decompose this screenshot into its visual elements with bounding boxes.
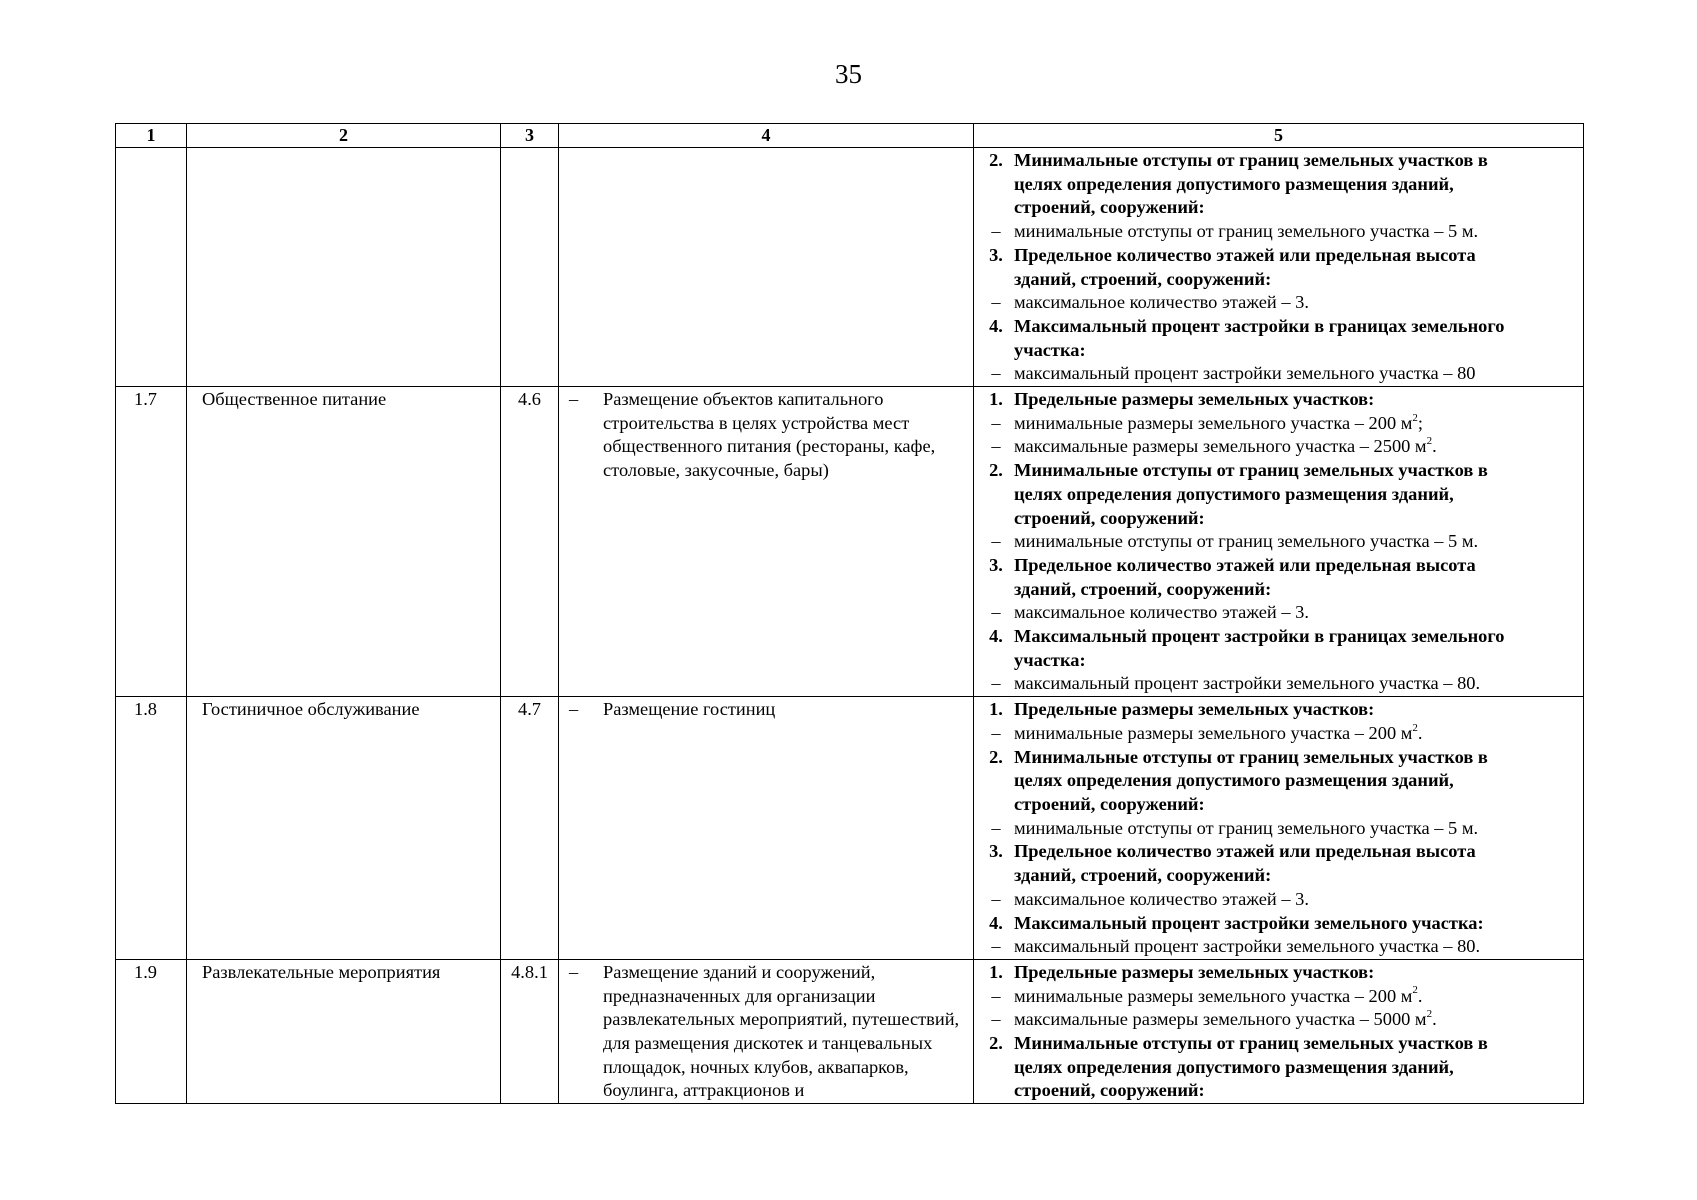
parameters-cell <box>974 697 1584 960</box>
parameter-text-main: Предельное количество этажей или предельная высота <box>1014 554 1476 575</box>
unit-exponent: 2 <box>1412 984 1418 997</box>
trailing-punctuation: . <box>1417 722 1423 743</box>
parameter-text-main: строений, сооружений: <box>1014 507 1205 528</box>
parameter-text-main: максимальное количество этажей – 3. <box>1014 292 1309 313</box>
parameter-text <box>1014 1032 1488 1056</box>
use-type-name: Гостиничное обслуживание <box>187 697 501 960</box>
parameter-text-main: максимальное количество этажей – 3. <box>1014 888 1309 909</box>
parameter-text <box>1014 291 1309 315</box>
parameter-text <box>1014 412 1423 436</box>
description-dash: – <box>569 389 579 410</box>
parameter-line <box>978 769 1583 793</box>
parameter-text <box>1014 220 1478 244</box>
item-number: 3. <box>989 244 1003 265</box>
item-dash: – <box>991 722 1001 743</box>
item-dash: – <box>991 292 1001 313</box>
item-number: 4. <box>989 626 1003 647</box>
parameter-text-main: зданий, строений, сооружений: <box>1014 865 1272 886</box>
parameter-text-main: максимальное количество этажей – 3. <box>1014 602 1309 623</box>
use-description <box>559 959 974 1103</box>
parameter-text-main: максимальный процент застройки земельного участка – 80 <box>1014 363 1476 384</box>
parameter-text <box>1014 722 1423 746</box>
parameter-text <box>1014 672 1480 696</box>
parameter-text <box>1014 746 1488 770</box>
unit-exponent: 2 <box>1412 721 1418 734</box>
parameter-text <box>1014 961 1374 985</box>
parameter-text <box>1014 985 1423 1009</box>
parameter-text-main: участка: <box>1014 649 1086 670</box>
item-number: 2. <box>989 746 1003 767</box>
item-number <box>978 1079 1014 1103</box>
use-description <box>559 697 974 960</box>
unit-exponent: 2 <box>1412 411 1418 424</box>
parameter-line <box>978 173 1583 197</box>
parameter-line <box>978 291 1583 315</box>
item-number: 2. <box>989 150 1003 170</box>
parameter-text <box>1014 888 1309 912</box>
item-dash: – <box>991 436 1001 457</box>
parameter-text-main: Максимальный процент застройки земельного участка: <box>1014 912 1484 933</box>
parameter-text-main: строений, сооружений: <box>1014 197 1205 218</box>
item-number: 2. <box>989 460 1003 481</box>
parameter-text <box>1014 268 1271 292</box>
description-text: Размещение объектов капитального строительства в целях устройства мест общественного питания (рестораны, кафе, столовые, закусочные, бары) <box>603 389 936 481</box>
unit-exponent: 2 <box>1426 435 1433 448</box>
parameter-line <box>978 793 1583 817</box>
parameter-line <box>978 672 1583 696</box>
parameter-text-main: Предельные размеры земельных участков: <box>1014 961 1375 982</box>
item-dash: – <box>991 363 1001 384</box>
parameter-line <box>978 817 1583 841</box>
unit-exponent: 2 <box>1426 1008 1433 1021</box>
parameter-text <box>1014 1079 1205 1103</box>
parameter-line <box>978 507 1583 531</box>
parameter-text <box>1014 362 1475 386</box>
parameter-line <box>978 315 1583 339</box>
row-number: 1.9 <box>116 959 187 1103</box>
row-number: 1.8 <box>116 697 187 960</box>
parameter-text-main: Минимальные отступы от границ земельных участков в <box>1014 746 1488 767</box>
parameter-text <box>1014 1008 1437 1032</box>
item-dash: – <box>991 985 1001 1006</box>
parameter-text-main: максимальный процент застройки земельного участка – 80. <box>1014 673 1481 694</box>
parameter-text-main: максимальные размеры земельного участка – 2500 м <box>1014 436 1427 457</box>
item-number <box>978 769 1014 793</box>
parameter-text-main: целях определения допустимого размещения зданий, <box>1014 173 1454 194</box>
parameter-text-main: Минимальные отступы от границ земельных участков в <box>1014 1033 1488 1054</box>
parameter-line <box>978 412 1583 436</box>
item-number: 1. <box>989 389 1003 410</box>
classifier-code: 4.7 <box>501 697 559 960</box>
parameter-text <box>1014 649 1086 673</box>
header-col-2: 2 <box>187 124 501 148</box>
parameter-text <box>1014 935 1480 959</box>
header-col-5: 5 <box>974 124 1584 148</box>
parameter-line <box>978 530 1583 554</box>
trailing-punctuation: . <box>1432 1009 1437 1030</box>
parameter-text <box>1014 601 1309 625</box>
page-number: 35 <box>835 59 862 89</box>
parameter-text-main: целях определения допустимого размещения зданий, <box>1014 770 1454 791</box>
parameter-line <box>978 698 1583 722</box>
parameter-text <box>1014 483 1454 507</box>
parameter-text <box>1014 554 1476 578</box>
header-col-1: 1 <box>116 124 187 148</box>
item-dash: – <box>991 1009 1001 1030</box>
parameter-text <box>1014 196 1205 220</box>
parameter-text-main: минимальные отступы от границ земельного участка – 5 м. <box>1014 221 1479 242</box>
parameter-line <box>978 625 1583 649</box>
parameter-line <box>978 268 1583 292</box>
parameter-line <box>978 196 1583 220</box>
table-row <box>116 387 1584 697</box>
trailing-punctuation: ; <box>1417 412 1424 433</box>
item-number <box>978 649 1014 673</box>
item-number: 3. <box>989 554 1003 575</box>
parameter-text <box>1014 388 1374 412</box>
parameter-line <box>978 578 1583 602</box>
trailing-punctuation: . <box>1417 985 1423 1006</box>
parameter-text-main: целях определения допустимого размещения зданий, <box>1014 483 1454 504</box>
use-type-name: Общественное питание <box>187 387 501 697</box>
parameter-line <box>978 459 1583 483</box>
item-number <box>978 864 1014 888</box>
parameter-text-main: минимальные размеры земельного участка – 200 м <box>1014 412 1413 433</box>
parameter-text <box>1014 1056 1454 1080</box>
row-number <box>116 148 187 387</box>
parameter-text <box>1014 530 1478 554</box>
description-text: Размещение зданий и сооружений, предназначенных для организации развлекательных мероприятий, путешествий, для размещения дискотек и танцевальных площадок, ночных клубов, аквапарков, боулинга, аттракционов и <box>603 961 960 1101</box>
parameter-line <box>978 912 1583 936</box>
parameter-line <box>978 1032 1583 1056</box>
parameter-text <box>1014 578 1271 602</box>
parameter-text <box>1014 459 1488 483</box>
parameter-line <box>978 483 1583 507</box>
item-number <box>978 268 1014 292</box>
header-col-4: 4 <box>559 124 974 148</box>
parameter-text <box>1014 173 1454 197</box>
use-description <box>559 148 974 387</box>
parameter-text-main: максимальные размеры земельного участка – 5000 м <box>1014 1009 1427 1030</box>
parameter-line <box>978 935 1583 959</box>
item-dash: – <box>991 888 1001 909</box>
parameter-text-main: минимальные отступы от границ земельного участка – 5 м. <box>1014 531 1479 552</box>
parameter-line <box>978 888 1583 912</box>
parameter-line <box>978 220 1583 244</box>
classifier-code <box>501 148 559 387</box>
parameter-line <box>978 1056 1583 1080</box>
table-header-row <box>116 124 1584 148</box>
parameter-text-main: Максимальный процент застройки в границах земельного <box>1014 315 1505 336</box>
parameter-text-main: Предельные размеры земельных участков: <box>1014 389 1375 410</box>
use-description <box>559 387 974 697</box>
parameter-text <box>1014 625 1504 649</box>
parameter-text-main: минимальные размеры земельного участка – 200 м <box>1014 985 1413 1006</box>
item-number <box>978 507 1014 531</box>
parameter-line <box>978 339 1583 363</box>
parameter-text <box>1014 912 1484 936</box>
parameter-line <box>978 435 1583 459</box>
item-number: 2. <box>989 1033 1003 1054</box>
item-number <box>978 1056 1014 1080</box>
item-dash: – <box>991 602 1001 623</box>
row-number: 1.7 <box>116 387 187 697</box>
parameters-cell <box>974 148 1584 387</box>
parameter-text-main: Предельные размеры земельных участков: <box>1014 699 1375 720</box>
parameter-text <box>1014 793 1205 817</box>
item-number: 4. <box>989 912 1003 933</box>
parameter-text-main: участка: <box>1014 339 1086 360</box>
parameter-text-main: минимальные отступы от границ земельного участка – 5 м. <box>1014 817 1479 838</box>
description-dash: – <box>569 699 579 720</box>
parameter-line <box>978 1008 1583 1032</box>
classifier-code: 4.6 <box>501 387 559 697</box>
parameter-text-main: Предельное количество этажей или предельная высота <box>1014 841 1476 862</box>
parameter-text-main: зданий, строений, сооружений: <box>1014 268 1272 289</box>
land-use-regulations-table <box>115 123 1584 1104</box>
parameter-line <box>978 722 1583 746</box>
parameter-text-main: максимальный процент застройки земельного участка – 80. <box>1014 936 1481 957</box>
item-dash: – <box>991 673 1001 694</box>
item-dash: – <box>991 412 1001 433</box>
item-number: 1. <box>989 699 1003 720</box>
parameter-text-main: Максимальный процент застройки в границах земельного <box>1014 626 1505 647</box>
item-dash: – <box>991 936 1001 957</box>
parameter-text <box>1014 840 1476 864</box>
parameter-line <box>978 649 1583 673</box>
parameter-text-main: строений, сооружений: <box>1014 1080 1205 1101</box>
item-number <box>978 339 1014 363</box>
parameter-text <box>1014 435 1437 459</box>
parameter-text-main: Предельное количество этажей или предельная высота <box>1014 244 1476 265</box>
item-number <box>978 483 1014 507</box>
item-dash: – <box>991 221 1001 242</box>
parameter-line <box>978 388 1583 412</box>
parameter-text-main: минимальные размеры земельного участка – 200 м <box>1014 722 1413 743</box>
parameters-cell <box>974 959 1584 1103</box>
classifier-code: 4.8.1 <box>501 959 559 1103</box>
description-text: Размещение гостиниц <box>603 699 776 720</box>
item-number: 3. <box>989 841 1003 862</box>
parameter-line <box>978 601 1583 625</box>
parameter-line <box>978 362 1583 386</box>
trailing-punctuation: . <box>1432 436 1437 457</box>
item-number <box>978 196 1014 220</box>
table-row <box>116 148 1584 387</box>
parameter-text <box>1014 339 1086 363</box>
parameter-text-main: Минимальные отступы от границ земельных участков в <box>1014 460 1488 481</box>
parameter-text <box>1014 864 1271 888</box>
parameter-text-main: зданий, строений, сооружений: <box>1014 578 1272 599</box>
parameter-line <box>978 554 1583 578</box>
parameter-line <box>978 864 1583 888</box>
header-col-3: 3 <box>501 124 559 148</box>
description-dash: – <box>569 961 579 982</box>
parameter-line <box>978 1079 1583 1103</box>
parameter-line <box>978 149 1583 173</box>
item-dash: – <box>991 817 1001 838</box>
parameters-cell <box>974 387 1584 697</box>
parameter-line <box>978 244 1583 268</box>
item-number <box>978 173 1014 197</box>
table-row <box>116 959 1584 1103</box>
item-number: 4. <box>989 315 1003 336</box>
parameter-text <box>1014 817 1478 841</box>
parameter-text <box>1014 244 1476 268</box>
parameter-line <box>978 746 1583 770</box>
parameter-line <box>978 961 1583 985</box>
parameter-text-main: Минимальные отступы от границ земельных участков в <box>1014 150 1488 170</box>
table-row <box>116 697 1584 960</box>
parameter-line <box>978 985 1583 1009</box>
parameter-line <box>978 840 1583 864</box>
parameter-text <box>1014 315 1504 339</box>
parameter-text-main: строений, сооружений: <box>1014 793 1205 814</box>
item-number: 1. <box>989 961 1003 982</box>
parameter-text <box>1014 149 1488 173</box>
item-number <box>978 793 1014 817</box>
use-type-name: Развлекательные мероприятия <box>187 959 501 1103</box>
parameter-text <box>1014 698 1374 722</box>
item-dash: – <box>991 531 1001 552</box>
parameter-text <box>1014 769 1454 793</box>
use-type-name <box>187 148 501 387</box>
item-number <box>978 578 1014 602</box>
parameter-text-main: целях определения допустимого размещения зданий, <box>1014 1056 1454 1077</box>
parameter-text <box>1014 507 1205 531</box>
